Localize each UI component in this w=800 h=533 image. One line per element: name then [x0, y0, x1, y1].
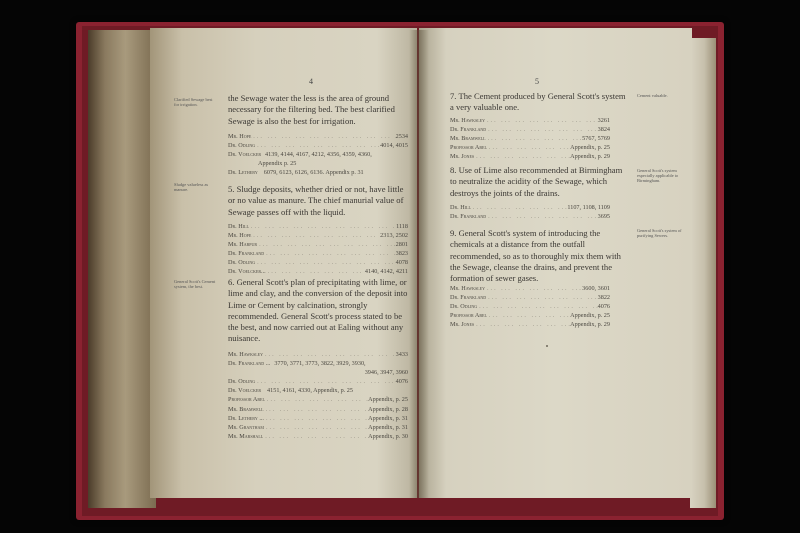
reference-row	[450, 320, 610, 329]
reference-row	[228, 423, 408, 432]
reference-row	[450, 203, 610, 212]
book-gutter	[409, 30, 429, 498]
reference-value: Appendix, p. 25	[570, 144, 610, 152]
reference-row	[228, 386, 408, 395]
reference-row	[228, 395, 408, 404]
reference-list	[228, 132, 408, 177]
margin-note: General Scott's Cement system, the best.	[174, 279, 216, 289]
reference-value: 4078	[395, 259, 408, 267]
reference-row	[228, 168, 408, 177]
reference-row	[228, 150, 408, 159]
reference-row	[228, 414, 408, 423]
reference-value: 1118	[396, 223, 408, 230]
paragraph-6: 6. General Scott's plan of precipitating with lime, or lime and clay, and the conversion of the deposit into Lime or Cement by calcination, strongly recommended. General Scott's process stated to be the best, and now carried out at Ealing without any nuisance.	[228, 277, 408, 344]
reference-value: 2801	[395, 241, 408, 249]
ink-speck	[546, 345, 548, 347]
witness-name: Mr. Bramwell	[450, 135, 486, 143]
margin-note: Sludge valueless as manure.	[174, 182, 209, 192]
page-stack-left	[88, 30, 156, 508]
reference-row	[228, 368, 408, 377]
witness-name: Dr. Voelcker	[228, 387, 262, 395]
margin-note: Cement valuable.	[637, 93, 668, 98]
witness-name: Dr. Frankland	[450, 294, 487, 302]
witness-name: Dr. Voelcker...	[228, 268, 266, 276]
reference-list	[450, 203, 610, 221]
witness-name: Dr. Frankland	[228, 250, 265, 258]
reference-value: Appendix, p. 25	[368, 396, 408, 404]
page-number-left: 4	[309, 77, 313, 86]
reference-value: Appendix, p. 29	[570, 153, 610, 161]
reference-row	[450, 293, 610, 302]
reference-row	[228, 231, 408, 240]
reference-value: 4151, 4161, 4330, Appendix, p. 25	[267, 387, 353, 395]
reference-row	[228, 249, 408, 258]
reference-row	[228, 258, 408, 267]
witness-name: Mr. Hawksley	[228, 351, 263, 358]
witness-name: Dr. Odling	[450, 303, 478, 311]
reference-row	[450, 311, 610, 320]
page-stack-right	[690, 38, 716, 508]
witness-name: Dr. Voelcker	[228, 151, 262, 159]
paragraph-intro: the Sewage water the less is the area of ground necessary for the filtering bed. The best clarified Sewage is also the best for irrigation.	[228, 93, 395, 126]
reference-row	[228, 377, 408, 386]
paragraph-9: 9. General Scott's system of introducing the chemicals at a distance from the outfall recommended, so as to thoroughly mix them with the Sewage, cleanse the drains, and prevent the formation of sewer gases.	[450, 228, 621, 284]
reference-row	[450, 302, 610, 311]
reference-value: 4140, 4142, 4211	[364, 268, 408, 276]
paragraph-5: 5. Sludge deposits, whether dried or not, have little or no value as manure. The chief manurial value of Sewage passes off with the liquid.	[228, 184, 404, 217]
reference-row	[450, 116, 610, 125]
reference-value: 3824	[597, 126, 610, 134]
margin-note: General Scott's system of purifying Sewers.	[637, 228, 682, 238]
witness-name: Dr. Letheby ...	[228, 414, 264, 422]
reference-value: 2534	[395, 133, 408, 140]
reference-value: 4014, 4015	[380, 142, 408, 150]
reference-row	[228, 132, 408, 141]
reference-row	[228, 141, 408, 150]
reference-row	[228, 240, 408, 249]
reference-value: 1107, 1108, 1109	[567, 204, 610, 211]
witness-name: Mr. Hawksley	[450, 285, 485, 292]
reference-value: 3770, 3771, 3773, 3822, 3929, 3930,	[274, 360, 366, 368]
reference-row	[228, 267, 408, 276]
reference-value: Appendix, p. 31	[368, 423, 408, 431]
reference-row	[228, 432, 408, 441]
witness-name: Mr. Harpur	[228, 241, 258, 249]
witness-name: Dr. Odling	[228, 378, 256, 386]
reference-row	[228, 359, 408, 368]
witness-name: Professor Abel	[450, 144, 487, 152]
reference-list	[450, 116, 610, 161]
reference-row	[450, 143, 610, 152]
witness-name: Dr. Frankland	[450, 126, 487, 134]
witness-name: Dr. Letheby	[228, 169, 258, 177]
witness-name: Dr. Hill	[228, 223, 249, 230]
reference-row	[450, 152, 610, 161]
reference-list	[228, 222, 408, 277]
reference-row	[450, 134, 610, 143]
reference-row	[228, 159, 408, 168]
reference-row	[228, 350, 408, 359]
witness-name: Mr. Hope	[228, 133, 252, 140]
reference-value: Appendix, p. 30	[368, 432, 408, 440]
witness-name: Dr. Odling	[228, 142, 256, 150]
reference-value: 3946, 3947, 3960	[364, 369, 408, 377]
witness-name: Dr. Frankland ...	[228, 360, 271, 368]
reference-value: Appendix, p. 28	[368, 405, 408, 413]
reference-value: 3822	[597, 294, 610, 302]
reference-value: 2313, 2502	[380, 232, 408, 240]
witness-name: Professor Abel	[450, 312, 487, 320]
witness-name: Professor Abel	[228, 396, 265, 404]
paragraph-8: 8. Use of Lime also recommended at Birmingham to neutralize the acidity of the Sewage, which destroys the joints of the drains.	[450, 165, 623, 198]
witness-name: Mr. Hawksley	[450, 117, 485, 124]
witness-name: Mr. Grantham	[228, 423, 264, 431]
margin-note: Clarified Sewage best for irrigation.	[174, 97, 213, 107]
reference-value: Appendix p. 25	[258, 160, 297, 168]
reference-value: Appendix, p. 29	[570, 321, 610, 329]
reference-row	[228, 405, 408, 414]
reference-value: 3695	[597, 213, 610, 221]
witness-name: Mr. Marshall	[228, 432, 264, 440]
reference-row	[228, 222, 408, 231]
reference-value: 4139, 4144, 4167, 4212, 4356, 4359, 4360,	[265, 151, 372, 159]
witness-name: Mr. Jones	[450, 321, 475, 329]
reference-row	[450, 125, 610, 134]
reference-list	[450, 284, 610, 329]
reference-value: 3823	[395, 250, 408, 258]
witness-name: Mr. Jones	[450, 153, 475, 161]
reference-value: 4076	[597, 303, 610, 311]
reference-value: 4076	[395, 378, 408, 386]
page-number-right: 5	[535, 77, 539, 86]
reference-list	[228, 350, 408, 441]
reference-row	[450, 212, 610, 221]
witness-name: Mr. Hope	[228, 232, 252, 240]
reference-value: 6079, 6123, 6126, 6136. Appendix p. 31	[263, 169, 364, 177]
witness-name: Dr. Odling	[228, 259, 256, 267]
reference-value: 3600, 3601	[582, 285, 610, 292]
reference-value: Appendix, p. 31	[368, 414, 408, 422]
paragraph-7: 7. The Cement produced by General Scott's system a very valuable one.	[450, 91, 626, 113]
margin-note: General Scott's system especially applicable to Birmingham.	[637, 168, 679, 183]
reference-row	[450, 284, 610, 293]
reference-value: 3261	[597, 117, 610, 124]
witness-name: Dr. Frankland	[450, 213, 487, 221]
reference-value: Appendix, p. 25	[570, 312, 610, 320]
reference-value: 3433	[395, 351, 408, 358]
witness-name: Mr. Bramwell	[228, 405, 264, 413]
reference-value: 5767, 5769	[582, 135, 610, 143]
witness-name: Dr. Hill	[450, 204, 471, 211]
